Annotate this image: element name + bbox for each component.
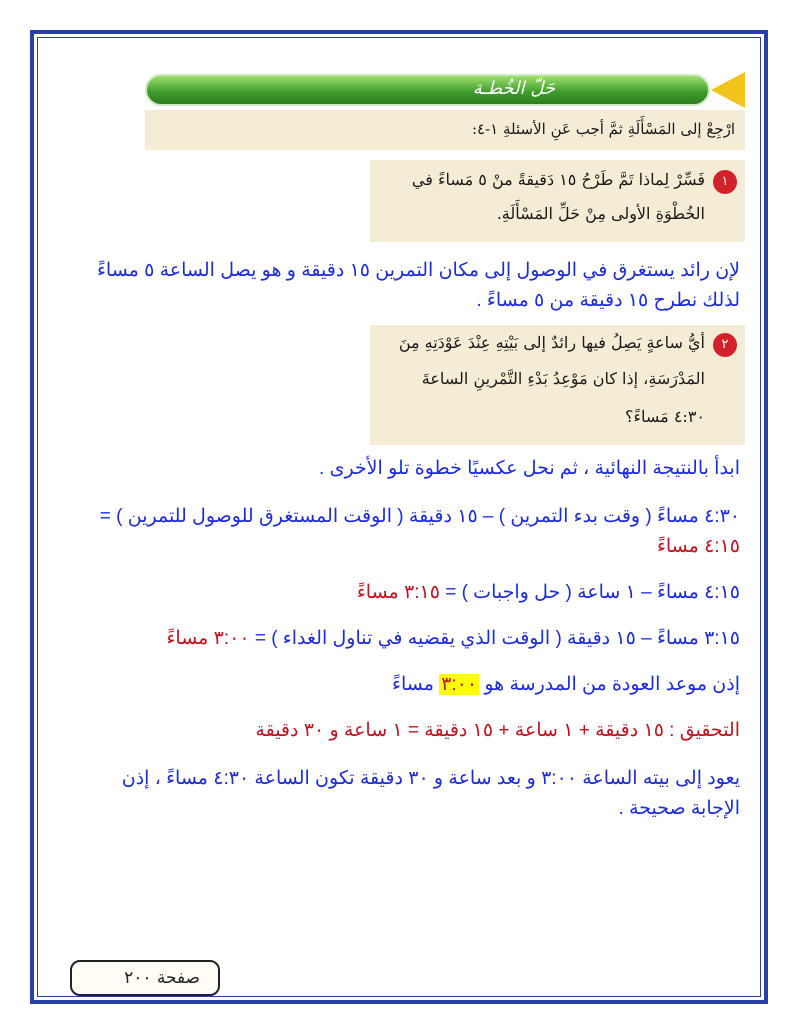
step-2-result: ٣:١٥ مساءً (356, 582, 440, 603)
step-3-expression: ٣:١٥ مساءً – ١٥ دقيقة ( الوقت الذي يقضيه في تناول الغداء ) = (254, 628, 740, 649)
page-number: صفحة ٢٠٠ (124, 968, 200, 988)
step-3 (60, 624, 740, 654)
final-line-1: يعود إلى بيته الساعة ٣:٠٠ و بعد ساعة و ٣٠ دقيقة تكون الساعة ٤:٣٠ مساءً ، إذن (121, 768, 740, 789)
question-number-badge: ١ (713, 170, 737, 194)
question-2-line-2: المَدْرَسَةِ، إذا كان مَوْعِدُ بَدْءِ التَّمْرينِ الساعةَ (421, 369, 705, 388)
page-number-box (70, 960, 220, 996)
conclusion-suffix: مساءً (392, 674, 434, 695)
section-banner (145, 72, 745, 108)
question-2-line-1: أيُّ ساعةٍ يَصِلُ فيها رائدٌ إلى بَيْتِهِ عِنْدَ عَوْدَتِهِ مِنَ (398, 333, 705, 352)
instruction-text: ارْجِعْ إلى المَسْأَلَةِ ثمَّ أجب عَنِ الأسئلةِ ١-٤: (471, 120, 735, 138)
question-1-line-1: فَسِّرْ لِماذا تَمَّ طَرْحُ ١٥ دَقيقةً منْ ٥ مَساءً في (411, 170, 705, 189)
step-1-result: ٤:١٥ مساءً (656, 536, 740, 557)
step-2-expression: ٤:١٥ مساءً – ١ ساعة ( حل واجبات ) = (445, 582, 740, 603)
instruction-box (145, 110, 745, 150)
question-2-box (370, 325, 745, 445)
conclusion (60, 670, 740, 700)
step-2 (60, 578, 740, 608)
question-number-badge: ٢ (713, 333, 737, 357)
check-line: التحقيق : ١٥ دقيقة + ١ ساعة + ١٥ دقيقة = ١ ساعة و ٣٠ دقيقة (255, 720, 740, 741)
answer-1-line-2: لذلك نطرح ١٥ دقيقة من ٥ مساءً . (476, 290, 740, 311)
step-1-expression: ٤:٣٠ مساءً ( وقت بدء التمرين ) – ١٥ دقيقة ( الوقت المستغرق للوصول للتمرين ) = (99, 506, 740, 527)
arrow-icon (711, 72, 745, 108)
answer-1-line-1: لإن رائد يستغرق في الوصول إلى مكان التمرين ١٥ دقيقة و هو يصل الساعة ٥ مساءً (96, 260, 740, 281)
question-2-line-3: ٤:٣٠ مَساءً؟ (625, 407, 705, 426)
banner-bar (145, 74, 710, 106)
step-3-result: ٣:٠٠ مساءً (166, 628, 250, 649)
solution-intro: ابدأ بالنتيجة النهائية ، ثم نحل عكسيًا خطوة تلو الأخرى . (319, 458, 740, 479)
conclusion-text: إذن موعد العودة من المدرسة هو (484, 674, 740, 695)
conclusion-time-highlight: ٣:٠٠ (441, 674, 478, 695)
final-line-2: الإجابة صحيحة . (618, 798, 740, 819)
banner-title: حَلّ الخُطـة (472, 78, 555, 99)
question-1-line-2: الخُطْوَةِ الأولى مِنْ حَلِّ المَسْأَلَةِ. (496, 204, 705, 223)
question-1-box (370, 160, 745, 242)
